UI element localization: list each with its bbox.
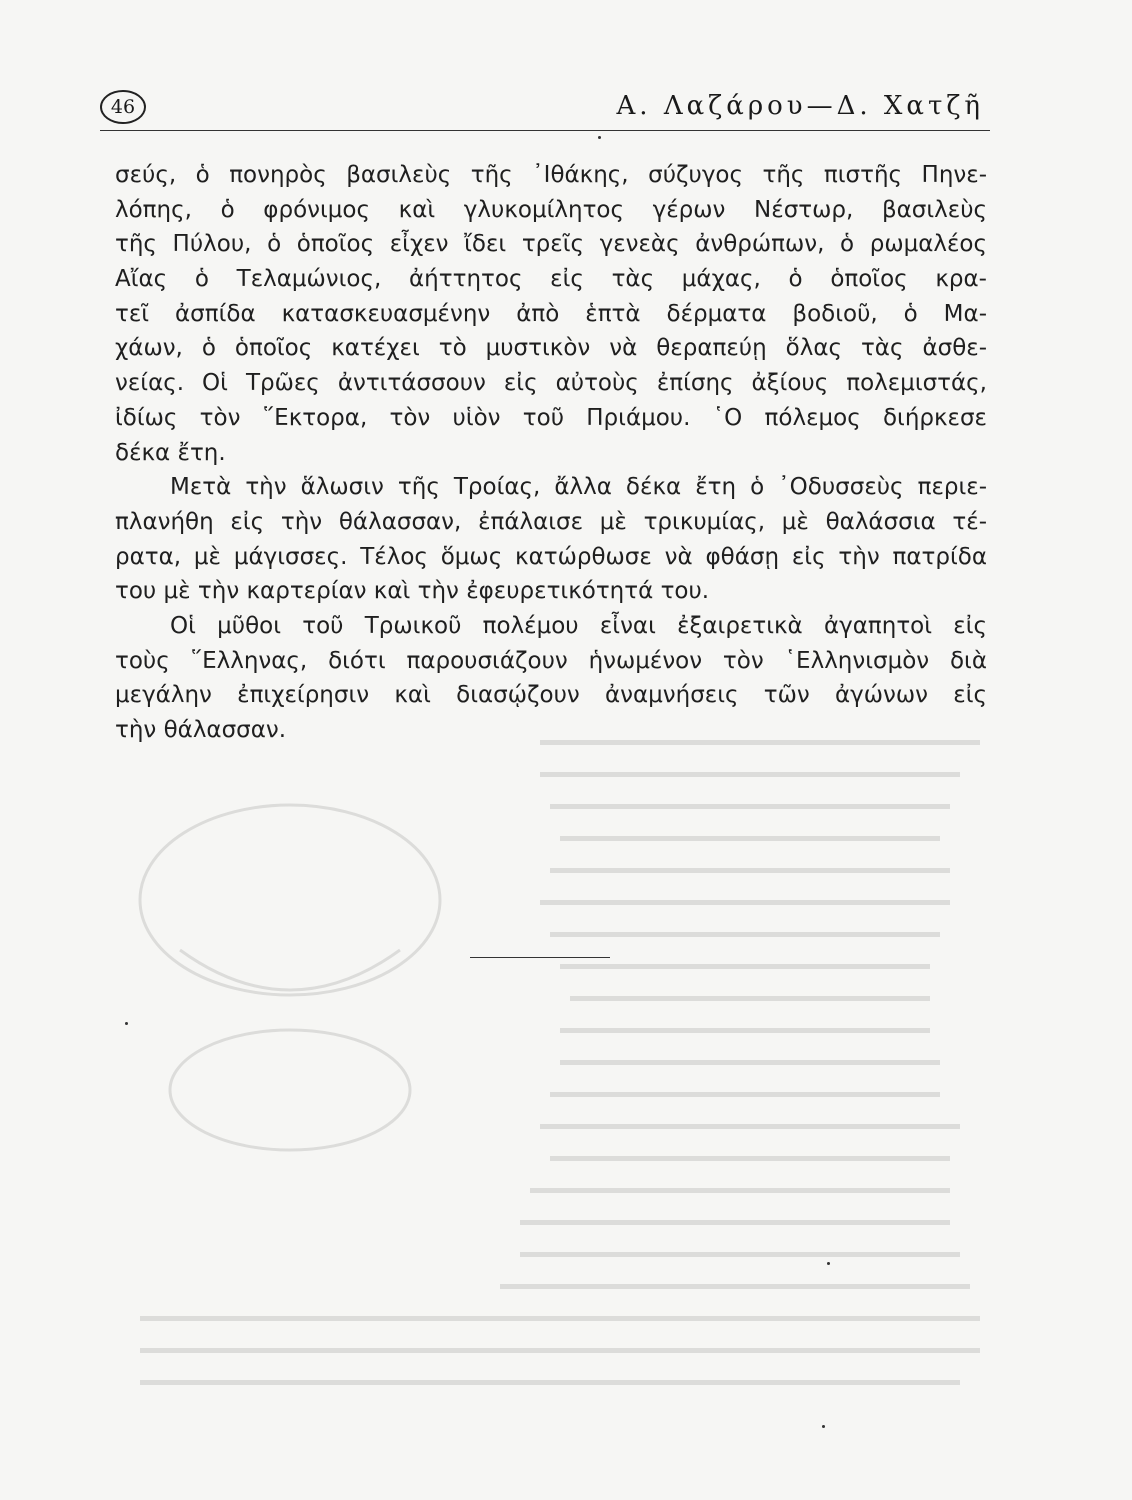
text-line: δέκα ἔτη. <box>115 439 226 466</box>
text-line: Οἱ μῦθοι τοῦ Τρωικοῦ πολέμου εἶναι ἐξαιρετικὰ ἀγαπητοὶ εἰς <box>170 612 987 639</box>
paper-speck <box>822 1425 825 1428</box>
paragraph-2 <box>115 470 987 609</box>
text-line: του μὲ τὴν καρτερίαν καὶ τὴν ἐφευρετικότητά του. <box>115 578 710 605</box>
text-line: λόπης, ὁ φρόνιμος καὶ γλυκομίλητος γέρων Νέστωρ, βασιλεὺς <box>115 196 987 223</box>
text-line: Μετὰ τὴν ἅλωσιν τῆς Τροίας, ἄλλα δέκα ἔτη ὁ ᾿Οδυσσεὺς περιε- <box>170 474 987 501</box>
paper-speck <box>598 136 601 139</box>
paper-speck <box>827 1262 830 1265</box>
text-line: τὴν θάλασσαν. <box>115 717 287 743</box>
page-number <box>100 90 146 124</box>
text-line: ρατα, μὲ μάγισσες. Τέλος ὅμως κατώρθωσε νὰ φθάσῃ εἰς τὴν πατρίδα <box>115 543 987 570</box>
text-line: σεύς, ὁ πονηρὸς βασιλεὺς τῆς ᾿Ιθάκης, σύζυγος τῆς πιστῆς Πηνε- <box>115 162 987 188</box>
paragraph-1 <box>115 158 987 470</box>
text-line: τοὺς ῞Ελληνας, διότι παρουσιάζουν ἡνωμένον τὸν ῾Ελληνισμὸν διὰ <box>115 647 987 674</box>
text-line: Αἴας ὁ Τελαμώνιος, ἀήττητος εἰς τὰς μάχας, ὁ ὁποῖος κρα- <box>115 266 987 293</box>
text-line: τῆς Πύλου, ὁ ὁποῖος εἶχεν ἴδει τρεῖς γενεὰς ἀνθρώπων, ὁ ρωμαλέος <box>115 231 987 258</box>
text-line: μεγάλην ἐπιχείρησιν καὶ διασῴζουν ἀναμνήσεις τῶν ἀγώνων εἰς <box>115 682 987 709</box>
running-head: Α. Λαζάρου—Δ. Χατζῆ <box>616 91 984 121</box>
paragraph-3 <box>115 609 987 748</box>
text-line: τεῖ ἀσπίδα κατασκευασμένην ἀπὸ ἑπτὰ δέρματα βοδιοῦ, ὁ Μα- <box>115 300 987 327</box>
header-rule <box>100 130 990 131</box>
end-of-section-rule <box>470 957 610 958</box>
reverse-page-bleed-through <box>120 730 1010 1430</box>
text-line: χάων, ὁ ὁποῖος κατέχει τὸ μυστικὸν νὰ θεραπεύῃ ὅλας τὰς ἀσθε- <box>115 335 987 362</box>
text-line: νείας. Οἱ Τρῶες ἀντιτάσσουν εἰς αὐτοὺς ἐπίσης ἀξίους πολεμιστάς, <box>115 370 987 397</box>
text-line: πλανήθη εἰς τὴν θάλασσαν, ἐπάλαισε μὲ τρικυμίας, μὲ θαλάσσια τέ- <box>115 508 987 535</box>
body-text <box>115 158 987 748</box>
page-number-text: 46 <box>110 95 136 118</box>
paper-speck <box>125 1022 128 1025</box>
text-line: ἰδίως τὸν ῞Εκτορα, τὸν υἱὸν τοῦ Πριάμου. ῾Ο πόλεμος διήρκεσε <box>115 404 987 431</box>
